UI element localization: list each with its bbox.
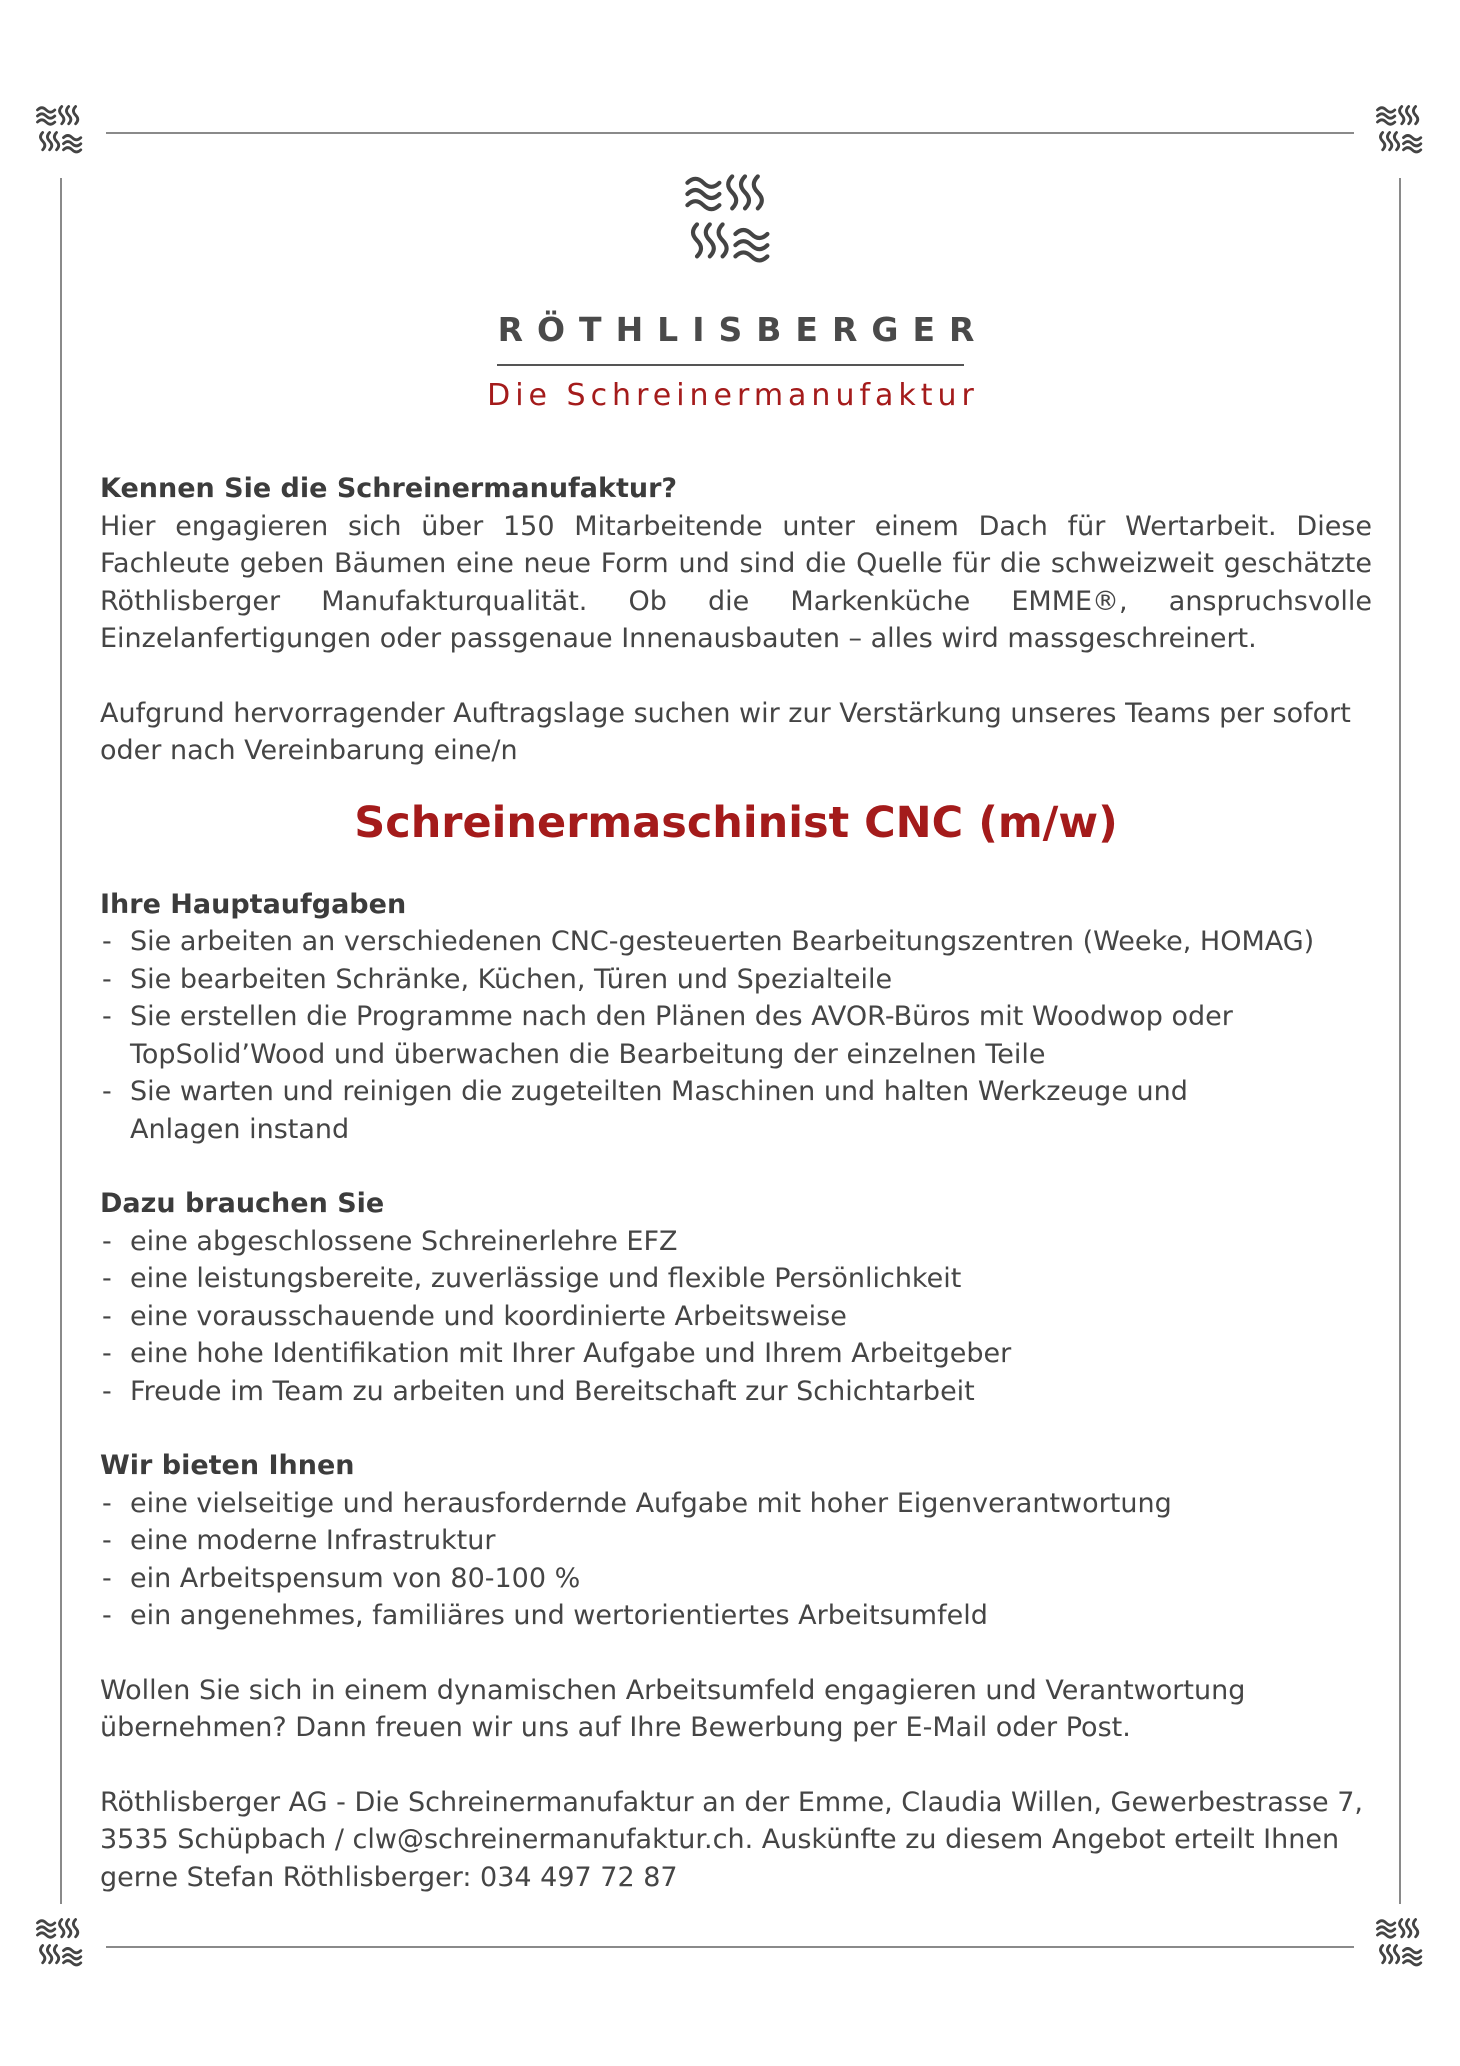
requirements-heading: Dazu brauchen Sie	[100, 1188, 385, 1219]
frame-right-rule	[1399, 178, 1401, 1904]
requirements-list	[100, 1223, 1372, 1411]
intro-heading: Kennen Sie die Schreinermanufaktur?	[100, 473, 678, 504]
tasks-list	[100, 923, 1372, 1148]
list-item: - eine moderne Infrastruktur	[100, 1522, 1372, 1560]
job-ad-body	[100, 470, 1372, 1896]
closing-text: Wollen Sie sich in einem dynamischen Arbeitsumfeld engagieren und Verantwortung übernehmen? Dann freuen wir uns auf Ihre Bewerbung per E-Mail oder Post.	[100, 1674, 1246, 1743]
list-item: - eine abgeschlossene Schreinerlehre EFZ	[100, 1223, 1372, 1261]
list-item: - Freude im Team zu arbeiten und Bereitschaft zur Schichtarbeit	[100, 1373, 1372, 1411]
wave-ornament-icon	[1374, 103, 1426, 155]
list-item: - eine vorausschauende und koordinierte Arbeitsweise	[100, 1298, 1372, 1336]
list-item: - ein Arbeitspensum von 80-100 %	[100, 1560, 1372, 1598]
list-item: - Sie arbeiten an verschiedenen CNC-gesteuerten Bearbeitungszentren (Weeke, HOMAG)	[100, 923, 1372, 961]
list-item: - Sie bearbeiten Schränke, Küchen, Türen und Spezialteile	[100, 961, 1372, 999]
list-item: - eine vielseitige und herausfordernde Aufgabe mit hoher Eigenverantwortung	[100, 1485, 1372, 1523]
contact-text: Röthlisberger AG - Die Schreinermanufaktur an der Emme, Claudia Willen, Gewerbestrasse 7, 3535 Schüpbach / clw@schreinermanufaktur.ch. Auskünfte zu diesem Angebot erteilt Ihnen gerne Stefan Röthlisberger: 034 497 72 87	[100, 1786, 1364, 1893]
offer-heading: Wir bieten Ihnen	[100, 1450, 355, 1481]
wave-ornament-icon	[1374, 1916, 1426, 1968]
intro-text: Hier engagieren sich über 150 Mitarbeitende unter einem Dach für Wertarbeit. Diese Fachleute geben Bäumen eine neue Form und sind die Quelle für die schweizweit geschätzte Röthlisberger Manufakturqualität. Ob die Markenküche EMME®, anspruchsvolle Einzelanfertigungen oder passgenaue Innenausbauten – alles wird massgeschreinert.	[100, 510, 1372, 654]
list-item: - eine leistungsbereite, zuverlässige und flexible Persönlichkeit	[100, 1260, 1372, 1298]
wave-ornament-icon	[34, 103, 86, 155]
list-item: - Sie warten und reinigen die zugeteilten Maschinen und halten Werkzeuge und Anlagen instand	[100, 1073, 1372, 1148]
brand-tagline: Die Schreinermanufaktur	[487, 378, 979, 413]
company-logo-icon	[681, 168, 777, 268]
frame-bottom-rule	[106, 1946, 1354, 1948]
frame-top-rule	[106, 132, 1354, 134]
list-item: - Sie erstellen die Programme nach den Plänen des AVOR-Büros mit Woodwop oder TopSolid’Wood und überwachen die Bearbeitung der einzelnen Teile	[100, 998, 1372, 1073]
brand-divider	[497, 364, 964, 366]
offer-list	[100, 1485, 1372, 1635]
wave-ornament-icon	[34, 1916, 86, 1968]
lead-text: Aufgrund hervorragender Auftragslage suchen wir zur Verstärkung unseres Teams per sofort oder nach Vereinbarung eine/n	[100, 697, 1351, 766]
list-item: - ein angenehmes, familiäres und wertorientiertes Arbeitsumfeld	[100, 1597, 1372, 1635]
list-item: - eine hohe Identifikation mit Ihrer Aufgabe und Ihrem Arbeitgeber	[100, 1335, 1372, 1373]
brand-name: RÖTHLISBERGER	[497, 310, 989, 349]
tasks-heading: Ihre Hauptaufgaben	[100, 888, 407, 920]
job-title: Schreinermaschinist CNC (m/w)	[354, 797, 1118, 848]
frame-left-rule	[60, 178, 62, 1904]
